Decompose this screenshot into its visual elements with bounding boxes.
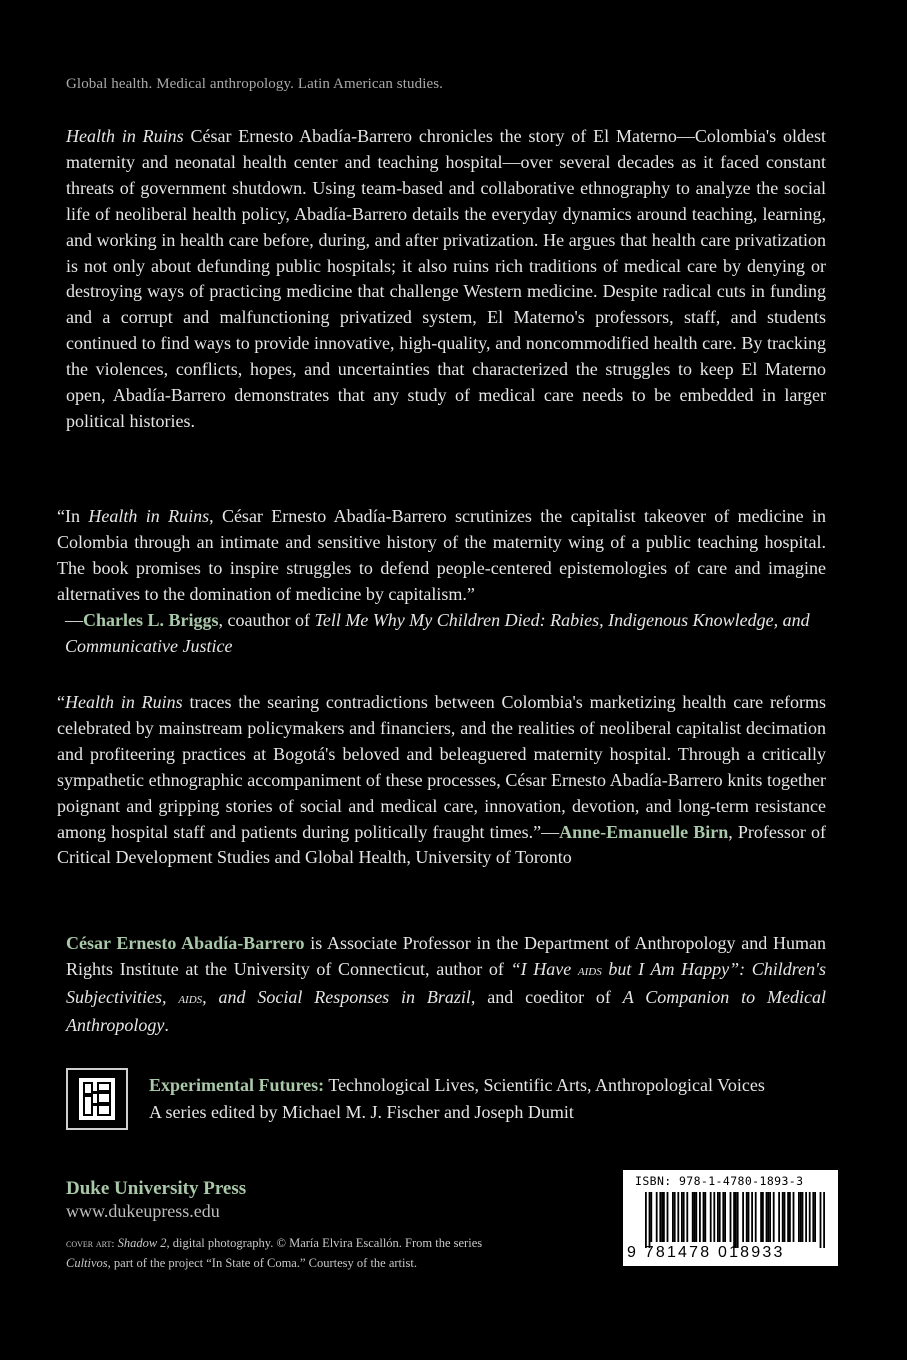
author-book-2: A Companion to Medical Anthropology — [66, 986, 826, 1035]
barcode-digits: 9 781478 018933 — [627, 1244, 785, 1261]
blurb-author-role: , coauthor of — [218, 609, 315, 630]
barcode-bar — [645, 1192, 647, 1248]
blurb-briggs — [57, 504, 826, 659]
barcode-bar — [650, 1192, 652, 1242]
barcode-bar — [812, 1192, 814, 1242]
cover-art-title: Shadow 2 — [117, 1236, 167, 1250]
quote-text: , César Ernesto Abadía-Barrero scrutinizes the capitalist takeover of medicine in Colombia through an intimate and sensitive history of the maternity wing of a public teaching hospital. The book promises to inspire struggles to defend people-centered epistemologies of care and imagine alternatives to the domination of medicine by capitalism.” — [57, 506, 826, 604]
barcode-bar — [773, 1192, 775, 1242]
barcode-bar — [800, 1192, 802, 1242]
barcode-bar — [751, 1192, 753, 1242]
cover-credit — [66, 1234, 506, 1272]
barcode-bar — [755, 1192, 757, 1242]
blurb-author-book: Tell Me Why My Children Died: Rabies, Indigenous Knowledge, and Communicative Justice — [65, 609, 810, 656]
barcode-bar — [713, 1192, 715, 1242]
cover-art-series: Cultivos — [66, 1255, 108, 1270]
barcode-bar — [793, 1192, 795, 1242]
barcode-bar — [674, 1192, 676, 1242]
book-title-smallcaps: aids — [577, 962, 602, 979]
barcode-bar — [717, 1192, 719, 1242]
barcode-bar — [820, 1192, 822, 1248]
barcode-bar — [784, 1192, 786, 1242]
em-dash: — — [65, 609, 83, 630]
blurb-birn — [57, 690, 826, 871]
blurb-attribution — [57, 608, 826, 660]
quote-open: “In — [57, 506, 89, 526]
barcode-bar — [710, 1192, 712, 1242]
barcode-bar — [663, 1192, 665, 1242]
book-description — [66, 124, 826, 435]
barcode-bar — [742, 1192, 744, 1242]
barcode-bar — [746, 1192, 748, 1242]
book-title-part: but I Am Happy”: Children's Subjectivities, — [66, 958, 826, 1007]
book-title-part: “I Have — [510, 958, 578, 979]
series-title-line — [149, 1072, 839, 1099]
book-title: Health in Ruins — [88, 506, 210, 526]
cover-credit-text: , digital photography. © María Elvira Escallón. From the series — [166, 1236, 483, 1250]
barcode-bar — [649, 1192, 651, 1248]
quote-text: traces the searing contradictions between Colombia's marketizing health care reforms celebrated by mainstream policymakers and financiers, and the realities of neoliberal capitalist decimation and profiteering practices at Bogotá's beloved and beleaguered maternity hospital. Through a critically sympathetic ethnographic accompaniment of these processes, César Ernesto Abadía-Barrero knits together poignant and gripping stories of social and medical care, innovation, devotion, and long-term resistance among hospital staff and patients during politically fraught times.”— — [57, 692, 826, 842]
barcode-bar — [782, 1192, 784, 1242]
book-title: Health in Ruins — [65, 692, 183, 712]
isbn-barcode — [621, 1168, 840, 1268]
cover-credit-text: , part of the project “In State of Coma.” Courtesy of the artist. — [107, 1255, 417, 1270]
barcode-bar — [814, 1192, 816, 1242]
barcode-bar — [766, 1192, 768, 1242]
barcode-bar — [798, 1192, 800, 1242]
series-logo-icon — [66, 1068, 128, 1130]
barcode-bar — [735, 1192, 737, 1248]
barcode-bar — [695, 1192, 697, 1242]
barcode-bar — [805, 1192, 807, 1242]
barcode-bar — [681, 1192, 683, 1242]
barcode-bar — [719, 1192, 721, 1242]
bio-text: , and coeditor of — [470, 986, 623, 1007]
barcode-bar — [733, 1192, 735, 1248]
barcode-bar — [762, 1192, 764, 1242]
barcode-bar — [778, 1192, 780, 1242]
barcode-bar — [722, 1192, 724, 1242]
barcode-bar — [672, 1192, 674, 1242]
barcode-bar — [760, 1192, 762, 1242]
blurb-author: Anne-Emanuelle Birn — [559, 821, 729, 842]
barcode-bar — [656, 1192, 658, 1242]
blurb-author: Charles L. Briggs — [83, 609, 219, 630]
series-info — [149, 1072, 839, 1126]
blurb-author-role: , Professor of Critical Development Studies and Global Health, University of Toronto — [57, 821, 826, 868]
barcode-bar — [659, 1192, 661, 1242]
isbn-text: ISBN: 978-1-4780-1893-3 — [635, 1174, 804, 1188]
barcode-bar — [704, 1192, 706, 1242]
barcode-bar — [730, 1192, 732, 1242]
barcode-bar — [787, 1192, 789, 1242]
cover-credit-label: cover art: — [66, 1238, 115, 1250]
bio-text: . — [164, 1014, 169, 1035]
book-title: Health in Ruins — [66, 126, 184, 146]
bio-text: is Associate Professor in the Department of Anthropology and Human Rights Institute at the University of Connecticut, author of — [66, 933, 826, 979]
series-editors: A series edited by Michael M. J. Fischer and Joseph Dumit — [149, 1102, 574, 1122]
quote-open: “ — [57, 692, 65, 712]
barcode-bar — [699, 1192, 701, 1242]
barcode-bar — [809, 1192, 811, 1242]
book-title-part: , and Social Responses in Brazil — [202, 986, 471, 1007]
barcode-bar — [683, 1192, 685, 1242]
barcode-bar — [802, 1192, 804, 1242]
description-text: César Ernesto Abadía-Barrero chronicles the story of El Materno—Colombia's oldest maternity and neonatal health center and teaching hospital—over several decades as it faced constant threats of government shutdown. Using team-based and collaborative ethnography to analyze the social life of neoliberal health policy, Abadía-Barrero details the everyday dynamics around teaching, learning, and working in health care before, during, and after privatization. He argues that health care privatization is not only about defunding public hospitals; it also ruins rich traditions of medical care by denying or destroying ways of practicing medicine that challenge Western medicine. Despite radical cuts in funding and a corrupt and malfunctioning privatized system, El Materno's professors, staff, and students continued to find ways to provide innovative, high-quality, and noncommodified health care. By tracking the violences, conflicts, hopes, and uncertainties that characterized the struggles to keep El Materno open, Abadía-Barrero demonstrates that any study of medical care needs to be embedded in larger political histories. — [66, 126, 826, 431]
barcode-bar — [667, 1192, 669, 1242]
author-name: César Ernesto Abadía-Barrero — [66, 933, 305, 953]
barcode-bar — [677, 1192, 679, 1242]
barcode-bar — [692, 1192, 694, 1242]
barcode-bar — [661, 1192, 663, 1242]
barcode-bar — [748, 1192, 750, 1242]
book-title-smallcaps: aids — [178, 990, 203, 1007]
series-name: Experimental Futures: — [149, 1075, 325, 1095]
barcode-bar — [823, 1192, 825, 1248]
barcode-bar — [789, 1192, 791, 1242]
author-bio — [66, 931, 826, 1039]
barcode-bar — [694, 1192, 696, 1242]
publisher-name: Duke University Press — [66, 1178, 247, 1199]
barcode-bars — [645, 1192, 825, 1248]
barcode-bar — [703, 1192, 705, 1242]
barcode-bar — [737, 1192, 739, 1248]
barcode-bar — [769, 1192, 771, 1242]
barcode-bar — [686, 1192, 688, 1242]
barcode-bar — [724, 1192, 726, 1242]
series-subtitle: Technological Lives, Scientific Arts, Anthropological Voices — [324, 1075, 765, 1095]
publisher-url: www.dukeupress.edu — [66, 1201, 220, 1221]
subject-categories: Global health. Medical anthropology. Latin American studies. — [66, 76, 444, 92]
barcode-bar — [767, 1192, 769, 1242]
